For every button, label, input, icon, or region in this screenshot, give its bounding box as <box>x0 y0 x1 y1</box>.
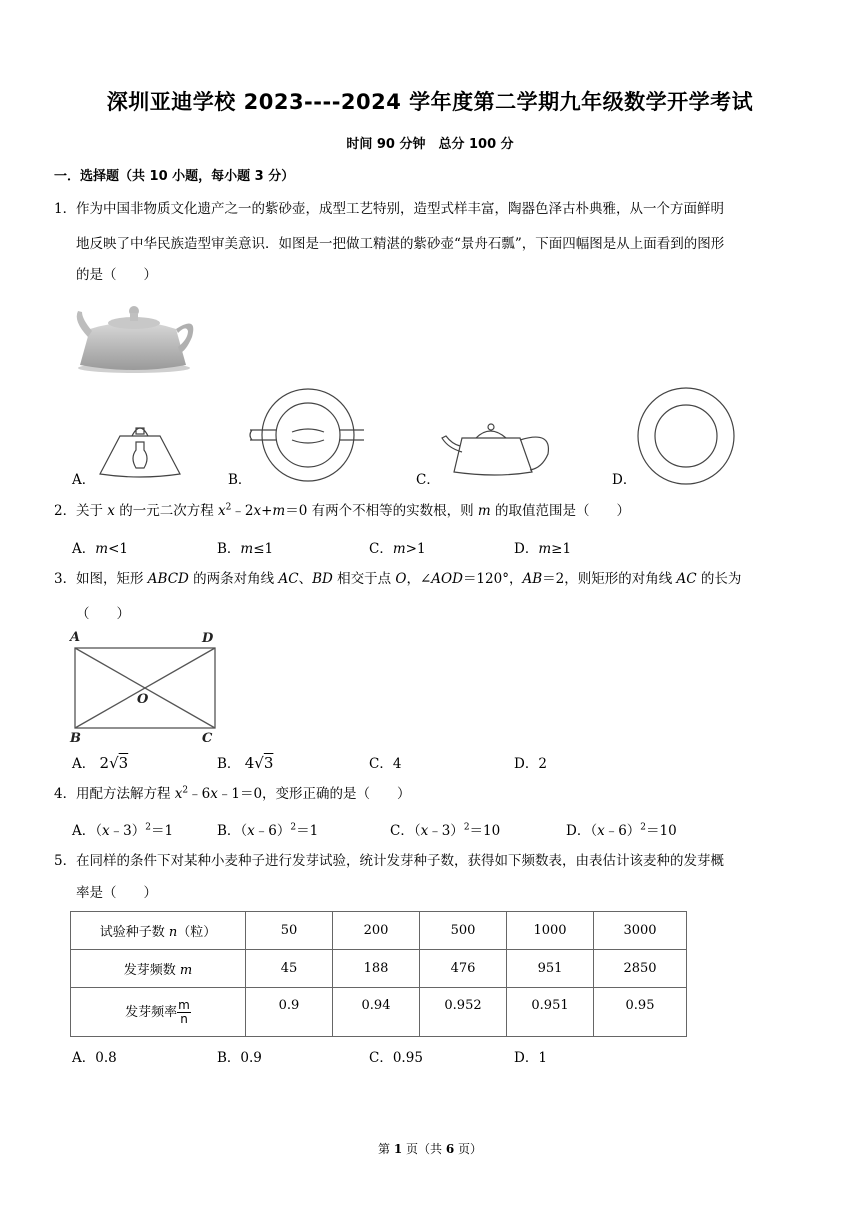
label-c: C <box>202 731 213 744</box>
q1-option-c[interactable]: C． <box>416 472 440 488</box>
table-cell: 2850 <box>594 950 687 988</box>
q3-option-d[interactable]: D．2 <box>514 756 547 772</box>
q4-option-a[interactable]: A．（x﹣3）$^2$＝1 <box>72 822 174 839</box>
q3-stem-line-1: 如图，矩形 ABCD 的两条对角线 AC、BD 相交于点 O，∠AOD＝120°，AB＝2，则矩形的对角线 AC 的长为 <box>76 571 742 587</box>
table-cell: 500 <box>420 912 507 950</box>
label-b: B <box>70 731 81 744</box>
label-a: A <box>70 630 81 645</box>
q5-line-1: 在同样的条件下对某种小麦种子进行发芽试验，统计发芽种子数，获得如下频数表，由表估计该麦种的发芽概 <box>76 853 724 869</box>
table-cell: 188 <box>333 950 420 988</box>
q1-option-d[interactable]: D． <box>612 472 637 488</box>
table-row <box>71 950 687 988</box>
q1-option-a[interactable]: A． <box>72 472 96 488</box>
fraction-m-over-n: $\frac{m}{n}$ <box>178 997 190 1026</box>
q2-option-b[interactable]: B．m≤1 <box>217 541 274 557</box>
q2-stem: 关于 x 的一元二次方程 $x^2﹣2x+m=0$ 有两个不相等的实数根，则 m 的取值范围是（ ） <box>76 502 630 519</box>
table-header-cell: 发芽频数 m <box>71 950 246 988</box>
label-o: O <box>137 692 149 707</box>
q3-option-c[interactable]: C．4 <box>369 756 402 772</box>
exam-title: 深圳亚迪学校 2023----2024 学年度第二学期九年级数学开学考试 <box>106 90 754 114</box>
option-c-figure <box>440 418 552 482</box>
q2-number: 2． <box>54 503 77 519</box>
q4-option-d[interactable]: D．（x﹣6）$^2$＝10 <box>566 822 677 839</box>
table-cell: 476 <box>420 950 507 988</box>
q3-number: 3． <box>54 571 77 587</box>
q1-number: 1． <box>54 201 77 217</box>
table-row <box>71 912 687 950</box>
exam-time-score: 时间 90 分钟 总分 100 分 <box>346 137 514 152</box>
table-cell: 200 <box>333 912 420 950</box>
table-cell: 3000 <box>594 912 687 950</box>
q5-option-d[interactable]: D．1 <box>514 1050 547 1066</box>
table-row <box>71 988 687 1037</box>
section-heading: 一．选择题（共 10 小题，每小题 3 分） <box>54 169 295 184</box>
option-b-figure <box>248 388 364 482</box>
page-footer: 第 1 页（共 6 页） <box>377 1142 482 1156</box>
option-a-figure <box>94 418 186 482</box>
table-cell: 0.94 <box>333 988 420 1037</box>
frequency-table <box>70 911 687 1037</box>
teapot-image <box>68 295 200 375</box>
q5-option-a[interactable]: A．0.8 <box>72 1050 117 1066</box>
table-cell: 45 <box>246 950 333 988</box>
q2-option-c[interactable]: C．m>1 <box>369 541 426 557</box>
q4-stem: 用配方法解方程 $x^2﹣6x﹣1=0$，变形正确的是（ ） <box>76 785 411 802</box>
table-cell: 0.95 <box>594 988 687 1037</box>
q1-line-1: 作为中国非物质文化遗产之一的紫砂壶，成型工艺特别，造型式样丰富，陶器色泽古朴典雅，从一个方面鲜明 <box>76 201 724 217</box>
table-cell: 1000 <box>507 912 594 950</box>
q2-option-a[interactable]: A．m<1 <box>72 541 128 557</box>
q4-option-c[interactable]: C．（x﹣3）$^2$＝10 <box>390 822 501 839</box>
q4-option-b[interactable]: B．（x﹣6）$^2$＝1 <box>217 822 319 839</box>
table-cell: 0.952 <box>420 988 507 1037</box>
q5-option-b[interactable]: B．0.9 <box>217 1050 262 1066</box>
table-cell: 951 <box>507 950 594 988</box>
q3-stem-line-2: （ ） <box>76 606 130 622</box>
table-cell: 50 <box>246 912 333 950</box>
q1-option-b[interactable]: B． <box>228 472 252 488</box>
option-d-figure <box>636 386 736 486</box>
q4-number: 4． <box>54 786 77 802</box>
table-header-cell: 试验种子数 n（粒） <box>71 912 246 950</box>
q1-line-2: 地反映了中华民族造型审美意识．如图是一把做工精湛的紫砂壶“景舟石瓢”，下面四幅图是从上面看到的图形 <box>76 236 725 252</box>
rectangle-figure <box>66 628 226 744</box>
q2-option-d[interactable]: D．m≥1 <box>514 541 572 557</box>
table-cell: 0.9 <box>246 988 333 1037</box>
table-cell: 0.951 <box>507 988 594 1037</box>
q1-line-3: 的是（ ） <box>76 267 157 283</box>
table-header-cell: 发芽频率 $\frac{m}{n}$ <box>71 988 246 1037</box>
q5-line-2: 率是（ ） <box>76 885 157 901</box>
label-d: D <box>202 631 214 646</box>
q3-option-a[interactable]: A． 2√3 <box>72 754 129 772</box>
q5-number: 5． <box>54 853 77 869</box>
q5-option-c[interactable]: C．0.95 <box>369 1050 423 1066</box>
q3-option-b[interactable]: B． 4√3 <box>217 754 274 772</box>
